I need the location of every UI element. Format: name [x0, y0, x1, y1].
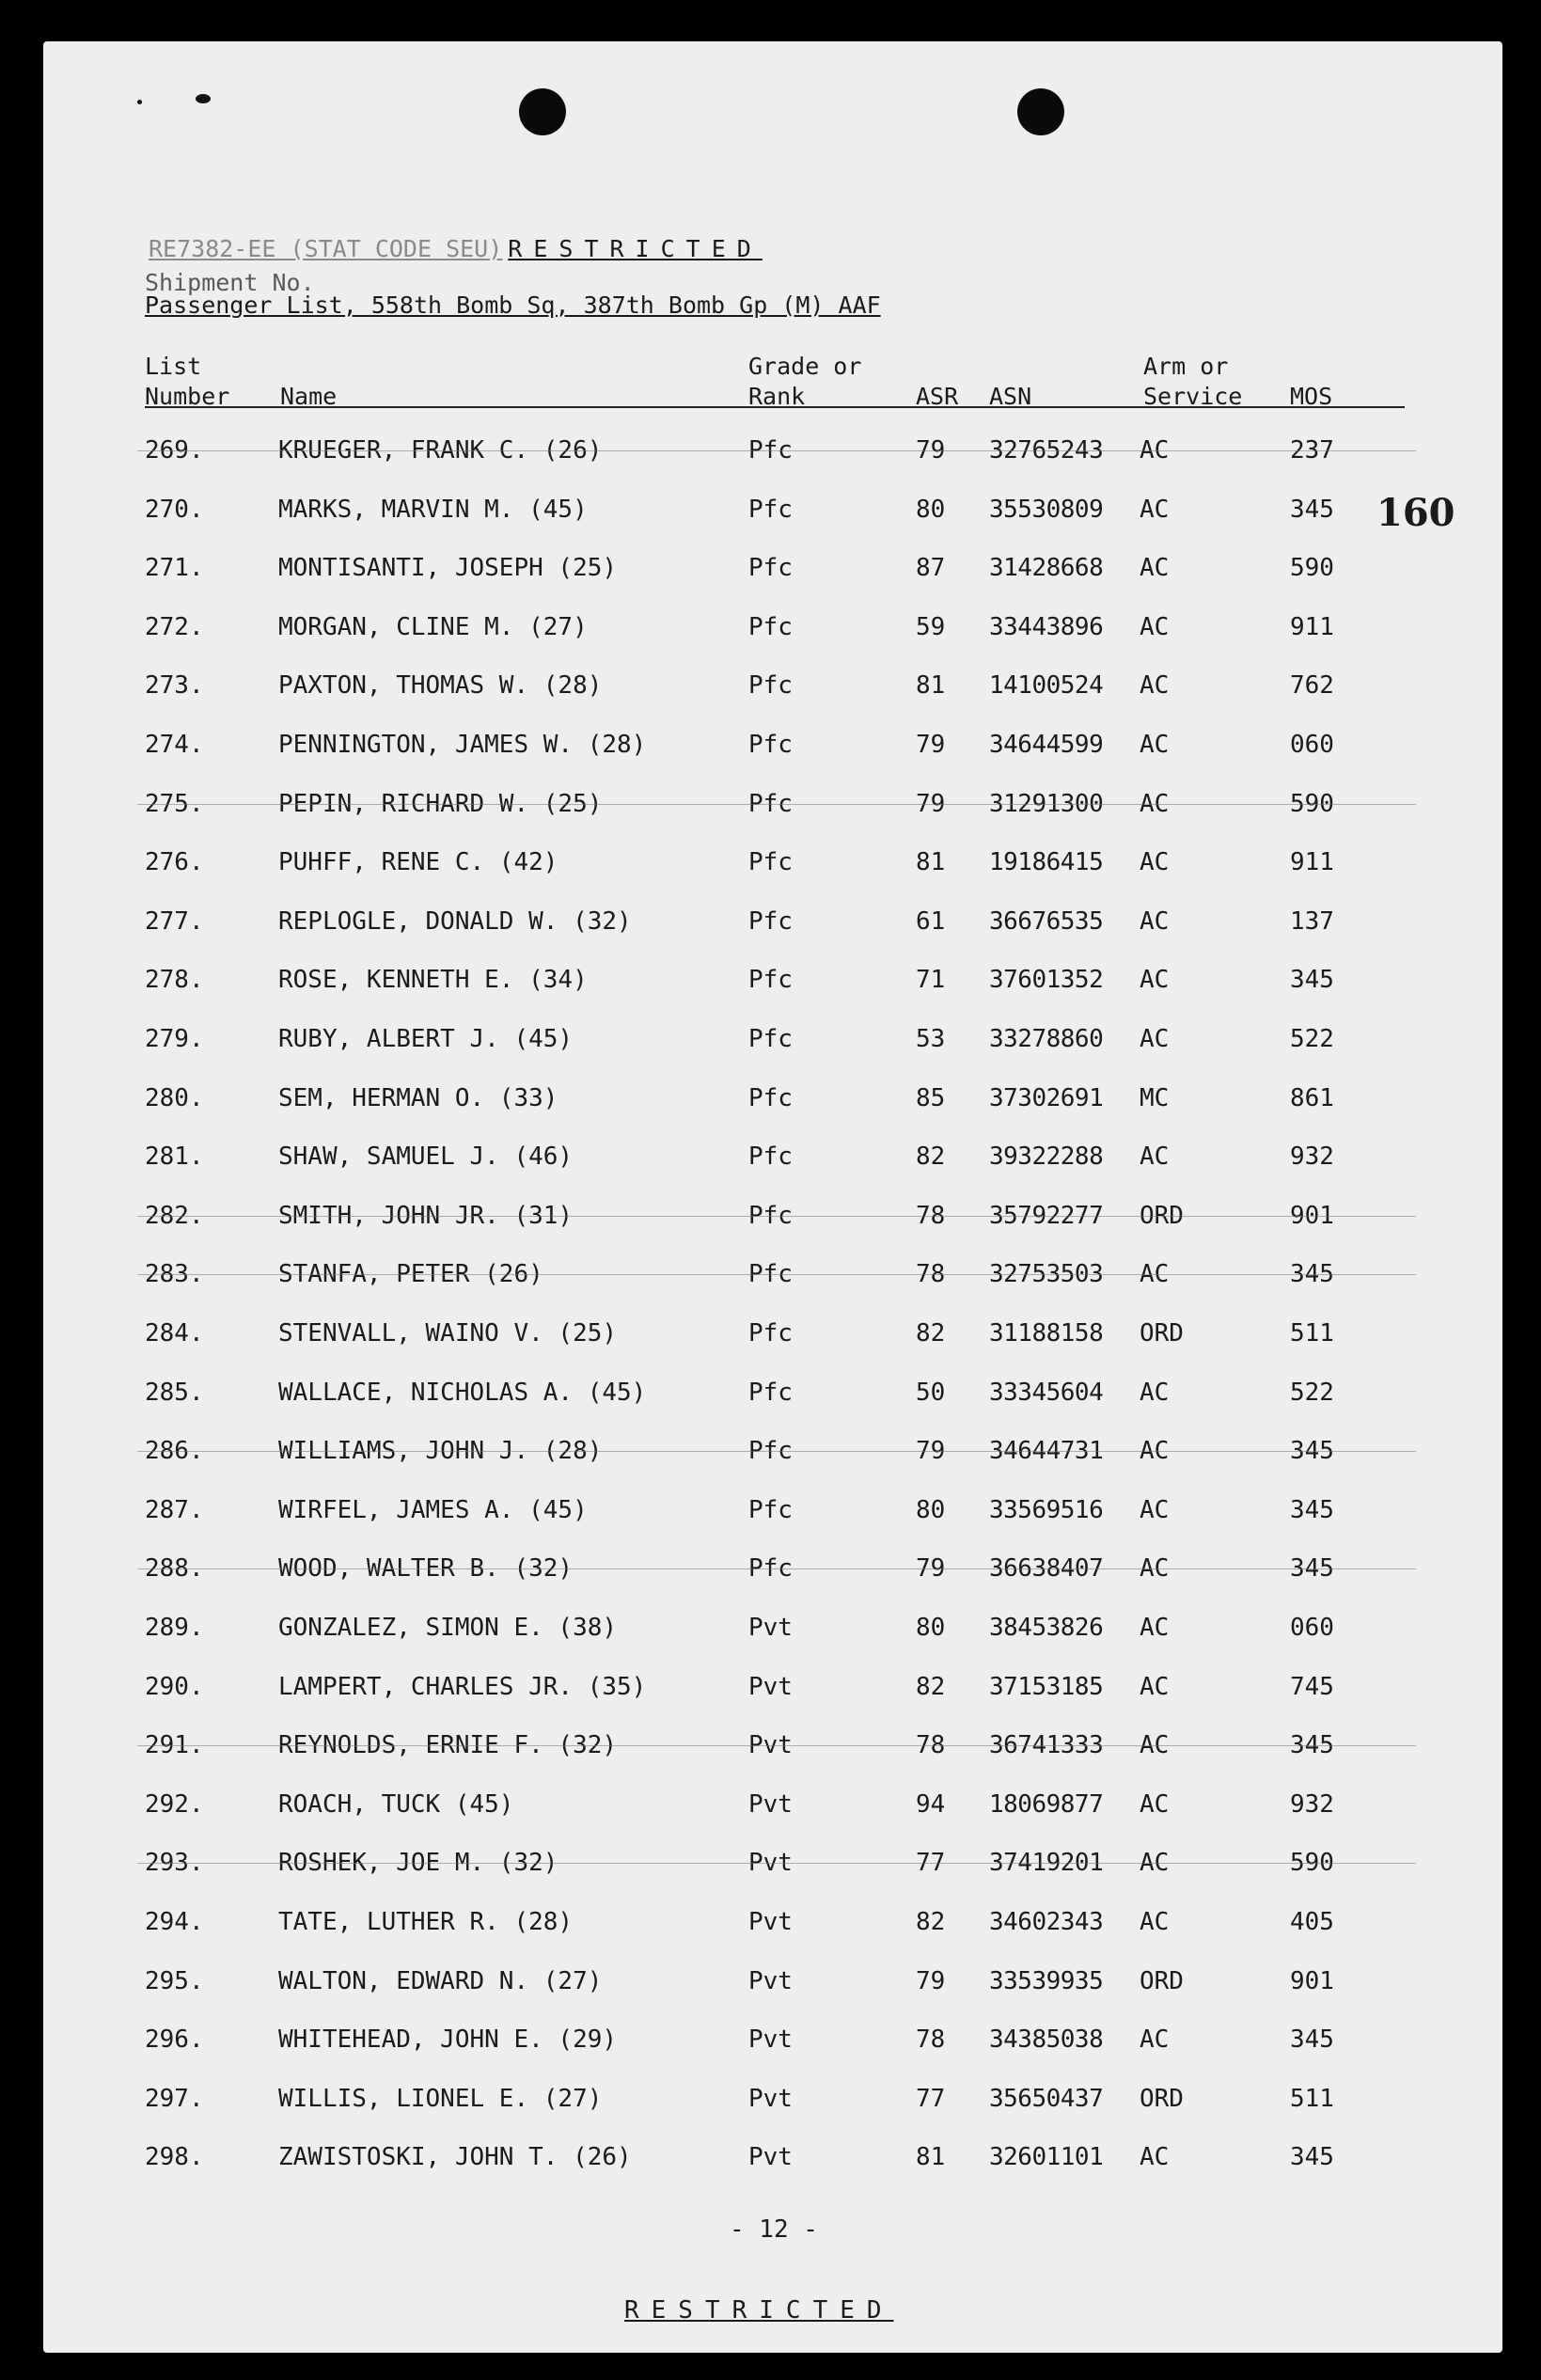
- mos-code: 522: [1290, 1025, 1334, 1053]
- list-item: [43, 549, 1502, 587]
- passenger-name: ROSE, KENNETH E. (34): [278, 966, 588, 995]
- passenger-name: PENNINGTON, JAMES W. (28): [278, 731, 647, 759]
- arm-of-service: AC: [1140, 2025, 1170, 2055]
- paper-blemish: [137, 100, 142, 104]
- col-grade-line2: Rank: [748, 383, 806, 410]
- list-item: [43, 2021, 1502, 2058]
- grade: Pfc: [748, 1025, 793, 1053]
- passenger-name: WALTON, EDWARD N. (27): [278, 1966, 603, 1995]
- typewriter-strike-line: [137, 1274, 1416, 1275]
- mos-code: 345: [1290, 2143, 1334, 2172]
- col-arm: [1143, 352, 1242, 412]
- mos-code: 345: [1290, 1437, 1334, 1466]
- list-number: 297.: [145, 2084, 204, 2113]
- arm-of-service: ORD: [1140, 1319, 1184, 1348]
- serial-number: 19186415: [989, 848, 1104, 877]
- mos-code: 901: [1290, 1966, 1334, 1995]
- grade: Pvt: [748, 1908, 793, 1936]
- list-item: [43, 1903, 1502, 1941]
- grade: Pvt: [748, 1966, 793, 1995]
- header-rule: [145, 406, 1405, 408]
- asr-score: 79: [916, 789, 946, 818]
- arm-of-service: AC: [1140, 731, 1170, 759]
- asr-score: 78: [916, 1731, 946, 1760]
- page-number: - 12 -: [730, 2215, 818, 2244]
- typewriter-strike-line: [137, 1451, 1416, 1452]
- arm-of-service: AC: [1140, 495, 1170, 524]
- serial-number: 18069877: [989, 1789, 1104, 1819]
- mos-code: 745: [1290, 1672, 1334, 1701]
- grade: Pvt: [748, 2025, 793, 2055]
- list-number: 283.: [145, 1260, 204, 1289]
- passenger-name: SHAW, SAMUEL J. (46): [278, 1143, 574, 1172]
- list-number: 285.: [145, 1378, 204, 1407]
- shipment-number: Shipment No.: [145, 269, 315, 296]
- list-number: 282.: [145, 1201, 204, 1230]
- list-number: 269.: [145, 436, 204, 465]
- asr-score: 77: [916, 2084, 946, 2113]
- col-name: Name: [280, 383, 338, 410]
- arm-of-service: AC: [1140, 1495, 1170, 1524]
- arm-of-service: AC: [1140, 436, 1170, 465]
- serial-number: 32765243: [989, 436, 1104, 465]
- grade: Pvt: [748, 1614, 793, 1642]
- list-number: 279.: [145, 1025, 204, 1053]
- list-number: 296.: [145, 2025, 204, 2055]
- passenger-name: WIRFEL, JAMES A. (45): [278, 1495, 588, 1524]
- grade: Pfc: [748, 612, 793, 641]
- serial-number: 36741333: [989, 1731, 1104, 1760]
- passenger-name: WILLIAMS, JOHN J. (28): [278, 1437, 603, 1466]
- typewriter-strike-line: [137, 1863, 1416, 1864]
- list-item: [43, 2080, 1502, 2118]
- mos-code: 911: [1290, 848, 1334, 877]
- grade: Pfc: [748, 495, 793, 524]
- list-item: [43, 1962, 1502, 2000]
- passenger-name: WALLACE, NICHOLAS A. (45): [278, 1378, 647, 1407]
- list-item: [43, 1786, 1502, 1823]
- mos-code: 060: [1290, 1614, 1334, 1642]
- col-grade: [748, 352, 861, 412]
- passenger-name: RUBY, ALBERT J. (45): [278, 1025, 574, 1053]
- asr-score: 78: [916, 1201, 946, 1230]
- paper-blemish: [196, 94, 211, 103]
- document-code-line: [149, 235, 763, 262]
- asr-score: 50: [916, 1378, 946, 1407]
- list-number: 293.: [145, 1849, 204, 1878]
- serial-number: 38453826: [989, 1614, 1104, 1642]
- asr-score: 82: [916, 1143, 946, 1172]
- list-item: [43, 903, 1502, 940]
- asr-score: 94: [916, 1789, 946, 1819]
- passenger-name: STANFA, PETER (26): [278, 1260, 543, 1289]
- passenger-name: PEPIN, RICHARD W. (25): [278, 789, 603, 818]
- mos-code: 861: [1290, 1083, 1334, 1112]
- mos-code: 522: [1290, 1378, 1334, 1407]
- grade: Pfc: [748, 906, 793, 936]
- col-mos: MOS: [1290, 383, 1333, 410]
- arm-of-service: AC: [1140, 789, 1170, 818]
- list-item: [43, 1374, 1502, 1411]
- col-list-number-line2: Number: [145, 383, 230, 410]
- arm-of-service: AC: [1140, 554, 1170, 583]
- asr-score: 85: [916, 1083, 946, 1112]
- typewriter-strike-line: [137, 1568, 1416, 1569]
- arm-of-service: AC: [1140, 966, 1170, 995]
- list-item: [43, 1020, 1502, 1058]
- list-item: [43, 1315, 1502, 1352]
- col-list-number: [145, 352, 229, 412]
- grade: Pvt: [748, 1672, 793, 1701]
- grade: Pfc: [748, 436, 793, 465]
- asr-score: 71: [916, 966, 946, 995]
- serial-number: 33569516: [989, 1495, 1104, 1524]
- list-item: [43, 667, 1502, 704]
- arm-of-service: AC: [1140, 671, 1170, 701]
- arm-of-service: ORD: [1140, 2084, 1184, 2113]
- asr-score: 53: [916, 1025, 946, 1053]
- passenger-name: PAXTON, THOMAS W. (28): [278, 671, 603, 701]
- arm-of-service: AC: [1140, 1437, 1170, 1466]
- grade: Pvt: [748, 1789, 793, 1819]
- serial-number: 31188158: [989, 1319, 1104, 1348]
- passenger-name: GONZALEZ, SIMON E. (38): [278, 1614, 618, 1642]
- list-number: 271.: [145, 554, 204, 583]
- mos-code: 345: [1290, 1731, 1334, 1760]
- folio-number: 160: [1376, 491, 1455, 535]
- mos-code: 590: [1290, 554, 1334, 583]
- arm-of-service: AC: [1140, 1908, 1170, 1936]
- list-number: 276.: [145, 848, 204, 877]
- asr-score: 79: [916, 1966, 946, 1995]
- passenger-name: ZAWISTOSKI, JOHN T. (26): [278, 2143, 632, 2172]
- serial-number: 36676535: [989, 906, 1104, 936]
- serial-number: 34644731: [989, 1437, 1104, 1466]
- mos-code: 590: [1290, 1849, 1334, 1878]
- list-number: 272.: [145, 612, 204, 641]
- passenger-name: PUHFF, RENE C. (42): [278, 848, 558, 877]
- mos-code: 932: [1290, 1789, 1334, 1819]
- mos-code: 405: [1290, 1908, 1334, 1936]
- grade: Pfc: [748, 789, 793, 818]
- asr-score: 80: [916, 495, 946, 524]
- asr-score: 78: [916, 2025, 946, 2055]
- arm-of-service: AC: [1140, 1143, 1170, 1172]
- list-number: 280.: [145, 1083, 204, 1112]
- asr-score: 81: [916, 671, 946, 701]
- grade: Pfc: [748, 1378, 793, 1407]
- mos-code: 345: [1290, 1495, 1334, 1524]
- asr-score: 78: [916, 1260, 946, 1289]
- list-number: 287.: [145, 1495, 204, 1524]
- asr-score: 80: [916, 1495, 946, 1524]
- serial-number: 33345604: [989, 1378, 1104, 1407]
- serial-number: 37153185: [989, 1672, 1104, 1701]
- grade: Pfc: [748, 1554, 793, 1584]
- list-number: 291.: [145, 1731, 204, 1760]
- serial-number: 34602343: [989, 1908, 1104, 1936]
- arm-of-service: AC: [1140, 1672, 1170, 1701]
- grade: Pfc: [748, 1083, 793, 1112]
- list-number: 294.: [145, 1908, 204, 1936]
- arm-of-service: AC: [1140, 1789, 1170, 1819]
- serial-number: 35650437: [989, 2084, 1104, 2113]
- serial-number: 33443896: [989, 612, 1104, 641]
- arm-of-service: ORD: [1140, 1201, 1184, 1230]
- serial-number: 35530809: [989, 495, 1104, 524]
- grade: Pfc: [748, 1143, 793, 1172]
- list-number: 298.: [145, 2143, 204, 2172]
- list-number: 289.: [145, 1614, 204, 1642]
- serial-number: 34385038: [989, 2025, 1104, 2055]
- passenger-name: WHITEHEAD, JOHN E. (29): [278, 2025, 618, 2055]
- arm-of-service: AC: [1140, 1378, 1170, 1407]
- punch-hole-left: [519, 88, 566, 135]
- col-list-number-line1: List: [145, 353, 202, 380]
- passenger-name: KRUEGER, FRANK C. (26): [278, 436, 603, 465]
- grade: Pfc: [748, 1437, 793, 1466]
- grade: Pfc: [748, 1201, 793, 1230]
- arm-of-service: AC: [1140, 906, 1170, 936]
- passenger-name: REYNOLDS, ERNIE F. (32): [278, 1731, 618, 1760]
- mos-code: 060: [1290, 731, 1334, 759]
- list-number: 284.: [145, 1319, 204, 1348]
- asr-score: 79: [916, 731, 946, 759]
- list-item: [43, 608, 1502, 646]
- arm-of-service: AC: [1140, 1849, 1170, 1878]
- passenger-name: TATE, LUTHER R. (28): [278, 1908, 574, 1936]
- document-page: [43, 41, 1502, 2353]
- list-number: 292.: [145, 1789, 204, 1819]
- document-code: RE7382-EE (STAT CODE SEU): [149, 235, 503, 262]
- arm-of-service: AC: [1140, 1025, 1170, 1053]
- asr-score: 61: [916, 906, 946, 936]
- serial-number: 37302691: [989, 1083, 1104, 1112]
- asr-score: 77: [916, 1849, 946, 1878]
- passenger-name: STENVALL, WAINO V. (25): [278, 1319, 618, 1348]
- serial-number: 33278860: [989, 1025, 1104, 1053]
- mos-code: 932: [1290, 1143, 1334, 1172]
- serial-number: 32753503: [989, 1260, 1104, 1289]
- grade: Pfc: [748, 1495, 793, 1524]
- mos-code: 762: [1290, 671, 1334, 701]
- grade: Pfc: [748, 1319, 793, 1348]
- grade: Pvt: [748, 1849, 793, 1878]
- arm-of-service: MC: [1140, 1083, 1170, 1112]
- arm-of-service: AC: [1140, 1731, 1170, 1760]
- serial-number: 39322288: [989, 1143, 1104, 1172]
- asr-score: 79: [916, 1554, 946, 1584]
- col-asn: ASN: [989, 383, 1032, 410]
- col-grade-line1: Grade or: [748, 353, 862, 380]
- list-number: 277.: [145, 906, 204, 936]
- typewriter-strike-line: [137, 804, 1416, 805]
- mos-code: 511: [1290, 2084, 1334, 2113]
- list-item: [43, 961, 1502, 999]
- passenger-name: WOOD, WALTER B. (32): [278, 1554, 574, 1584]
- arm-of-service: AC: [1140, 1614, 1170, 1642]
- mos-code: 590: [1290, 789, 1334, 818]
- mos-code: 137: [1290, 906, 1334, 936]
- grade: Pvt: [748, 1731, 793, 1760]
- classification-heading: RESTRICTED: [508, 235, 763, 262]
- grade: Pvt: [748, 2143, 793, 2172]
- col-asr: ASR: [916, 383, 959, 410]
- list-number: 273.: [145, 671, 204, 701]
- mos-code: 345: [1290, 1554, 1334, 1584]
- grade: Pfc: [748, 848, 793, 877]
- col-arm-line1: Arm or: [1143, 353, 1229, 380]
- passenger-name: SMITH, JOHN JR. (31): [278, 1201, 574, 1230]
- passenger-name: MORGAN, CLINE M. (27): [278, 612, 588, 641]
- asr-score: 87: [916, 554, 946, 583]
- serial-number: 35792277: [989, 1201, 1104, 1230]
- passenger-name: LAMPERT, CHARLES JR. (35): [278, 1672, 647, 1701]
- serial-number: 14100524: [989, 671, 1104, 701]
- serial-number: 32601101: [989, 2143, 1104, 2172]
- arm-of-service: ORD: [1140, 1966, 1184, 1995]
- typewriter-strike-line: [137, 450, 1416, 451]
- list-item: [43, 2138, 1502, 2176]
- list-number: 286.: [145, 1437, 204, 1466]
- mos-code: 911: [1290, 612, 1334, 641]
- grade: Pfc: [748, 554, 793, 583]
- list-number: 281.: [145, 1143, 204, 1172]
- list-item: [43, 843, 1502, 881]
- col-arm-line2: Service: [1143, 383, 1243, 410]
- punch-hole-right: [1017, 88, 1064, 135]
- passenger-name: REPLOGLE, DONALD W. (32): [278, 906, 632, 936]
- typewriter-strike-line: [137, 1216, 1416, 1217]
- arm-of-service: AC: [1140, 1260, 1170, 1289]
- asr-score: 82: [916, 1908, 946, 1936]
- mos-code: 345: [1290, 966, 1334, 995]
- list-number: 270.: [145, 495, 204, 524]
- document-title: Passenger List, 558th Bomb Sq, 387th Bomb Gp (M) AAF: [145, 292, 881, 319]
- passenger-name: ROACH, TUCK (45): [278, 1789, 514, 1819]
- list-number: 278.: [145, 966, 204, 995]
- asr-score: 59: [916, 612, 946, 641]
- list-item: [43, 1668, 1502, 1706]
- asr-score: 79: [916, 436, 946, 465]
- asr-score: 81: [916, 848, 946, 877]
- list-item: [43, 1609, 1502, 1647]
- typewriter-strike-line: [137, 1745, 1416, 1746]
- arm-of-service: AC: [1140, 612, 1170, 641]
- asr-score: 81: [916, 2143, 946, 2172]
- arm-of-service: AC: [1140, 848, 1170, 877]
- serial-number: 37601352: [989, 966, 1104, 995]
- serial-number: 34644599: [989, 731, 1104, 759]
- list-number: 290.: [145, 1672, 204, 1701]
- mos-code: 345: [1290, 495, 1334, 524]
- serial-number: 31428668: [989, 554, 1104, 583]
- arm-of-service: AC: [1140, 1554, 1170, 1584]
- arm-of-service: AC: [1140, 2143, 1170, 2172]
- mos-code: 511: [1290, 1319, 1334, 1348]
- asr-score: 80: [916, 1614, 946, 1642]
- asr-score: 79: [916, 1437, 946, 1466]
- list-item: [43, 1491, 1502, 1529]
- serial-number: 37419201: [989, 1849, 1104, 1878]
- list-number: 274.: [145, 731, 204, 759]
- serial-number: 33539935: [989, 1966, 1104, 1995]
- list-number: 288.: [145, 1554, 204, 1584]
- passenger-name: SEM, HERMAN O. (33): [278, 1083, 558, 1112]
- grade: Pvt: [748, 2084, 793, 2113]
- asr-score: 82: [916, 1319, 946, 1348]
- list-item: [43, 491, 1502, 528]
- asr-score: 82: [916, 1672, 946, 1701]
- mos-code: 345: [1290, 1260, 1334, 1289]
- grade: Pfc: [748, 731, 793, 759]
- grade: Pfc: [748, 671, 793, 701]
- passenger-name: MONTISANTI, JOSEPH (25): [278, 554, 618, 583]
- list-item: [43, 1138, 1502, 1175]
- mos-code: 345: [1290, 2025, 1334, 2055]
- grade: Pfc: [748, 966, 793, 995]
- passenger-name: ROSHEK, JOE M. (32): [278, 1849, 558, 1878]
- mos-code: 901: [1290, 1201, 1334, 1230]
- serial-number: 31291300: [989, 789, 1104, 818]
- serial-number: 36638407: [989, 1554, 1104, 1584]
- list-item: [43, 726, 1502, 764]
- grade: Pfc: [748, 1260, 793, 1289]
- classification-footer: RESTRICTED: [624, 2296, 894, 2325]
- passenger-name: WILLIS, LIONEL E. (27): [278, 2084, 603, 2113]
- passenger-name: MARKS, MARVIN M. (45): [278, 495, 588, 524]
- list-number: 295.: [145, 1966, 204, 1995]
- list-number: 275.: [145, 789, 204, 818]
- mos-code: 237: [1290, 436, 1334, 465]
- list-item: [43, 1080, 1502, 1117]
